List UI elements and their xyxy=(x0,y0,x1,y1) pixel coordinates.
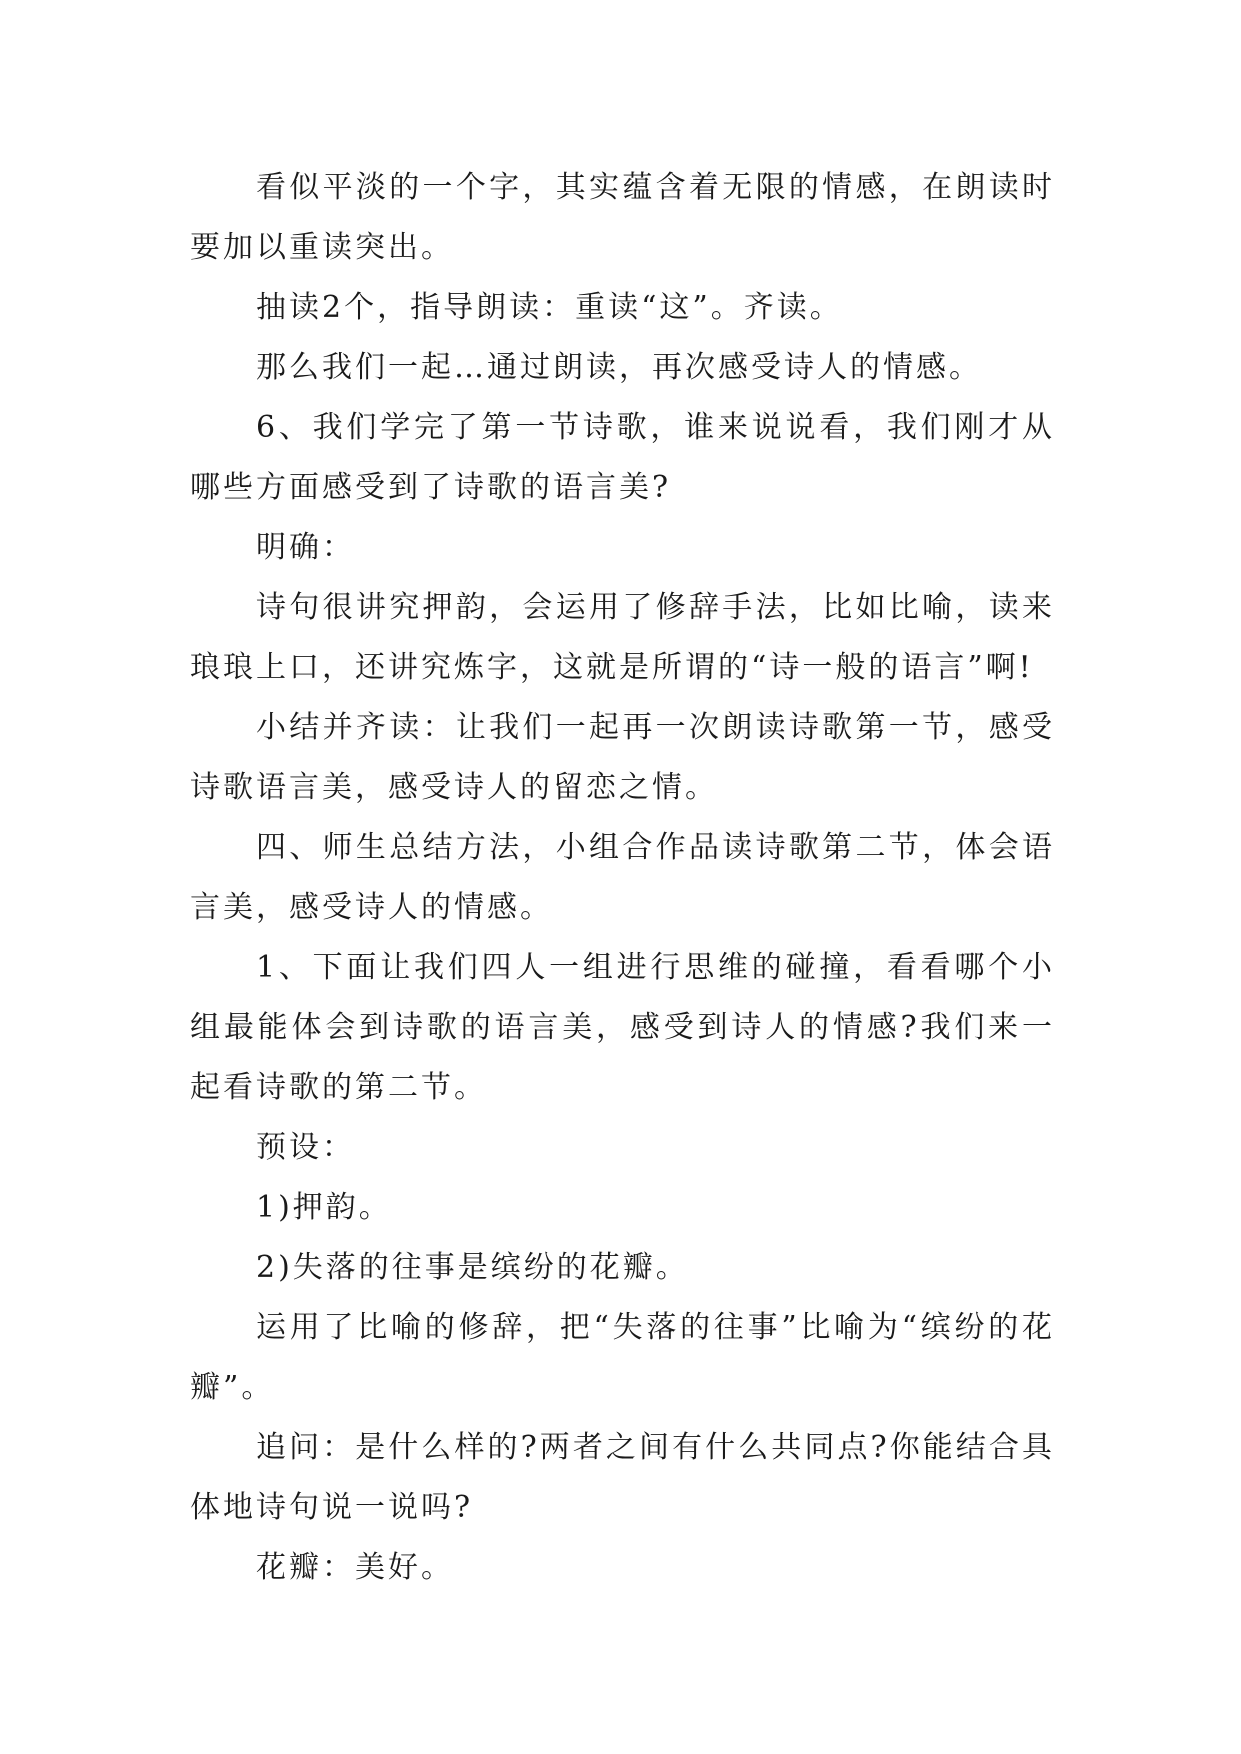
paragraph: 运用了比喻的修辞，把“失落的往事”比喻为“缤纷的花瓣”。 xyxy=(190,1310,1055,1405)
paragraph: 1)押韵。 xyxy=(256,1190,392,1225)
document-body xyxy=(190,158,1055,1598)
paragraph: 预设： xyxy=(256,1130,355,1165)
paragraph: 看似平淡的一个字，其实蕴含着无限的情感，在朗读时要加以重读突出。 xyxy=(190,170,1055,265)
paragraph: 6、我们学完了第一节诗歌，谁来说说看，我们刚才从哪些方面感受到了诗歌的语言美? xyxy=(190,410,1055,505)
paragraph: 明确： xyxy=(256,530,355,565)
paragraph: 小结并齐读：让我们一起再一次朗读诗歌第一节，感受诗歌语言美，感受诗人的留恋之情。 xyxy=(190,710,1055,805)
paragraph: 1、下面让我们四人一组进行思维的碰撞，看看哪个小组最能体会到诗歌的语言美，感受到诗人的情感?我们来一起看诗歌的第二节。 xyxy=(190,950,1055,1105)
paragraph: 2)失落的往事是缤纷的花瓣。 xyxy=(256,1250,689,1285)
paragraph: 诗句很讲究押韵，会运用了修辞手法，比如比喻，读来琅琅上口，还讲究炼字，这就是所谓的“诗一般的语言”啊! xyxy=(190,590,1055,685)
paragraph: 花瓣：美好。 xyxy=(256,1550,454,1585)
paragraph: 抽读2个，指导朗读：重读“这”。齐读。 xyxy=(256,290,843,325)
paragraph: 那么我们一起…通过朗读，再次感受诗人的情感。 xyxy=(256,350,982,385)
paragraph: 四、师生总结方法，小组合作品读诗歌第二节，体会语言美，感受诗人的情感。 xyxy=(190,830,1055,925)
paragraph: 追问：是什么样的?两者之间有什么共同点?你能结合具体地诗句说一说吗? xyxy=(190,1430,1055,1525)
